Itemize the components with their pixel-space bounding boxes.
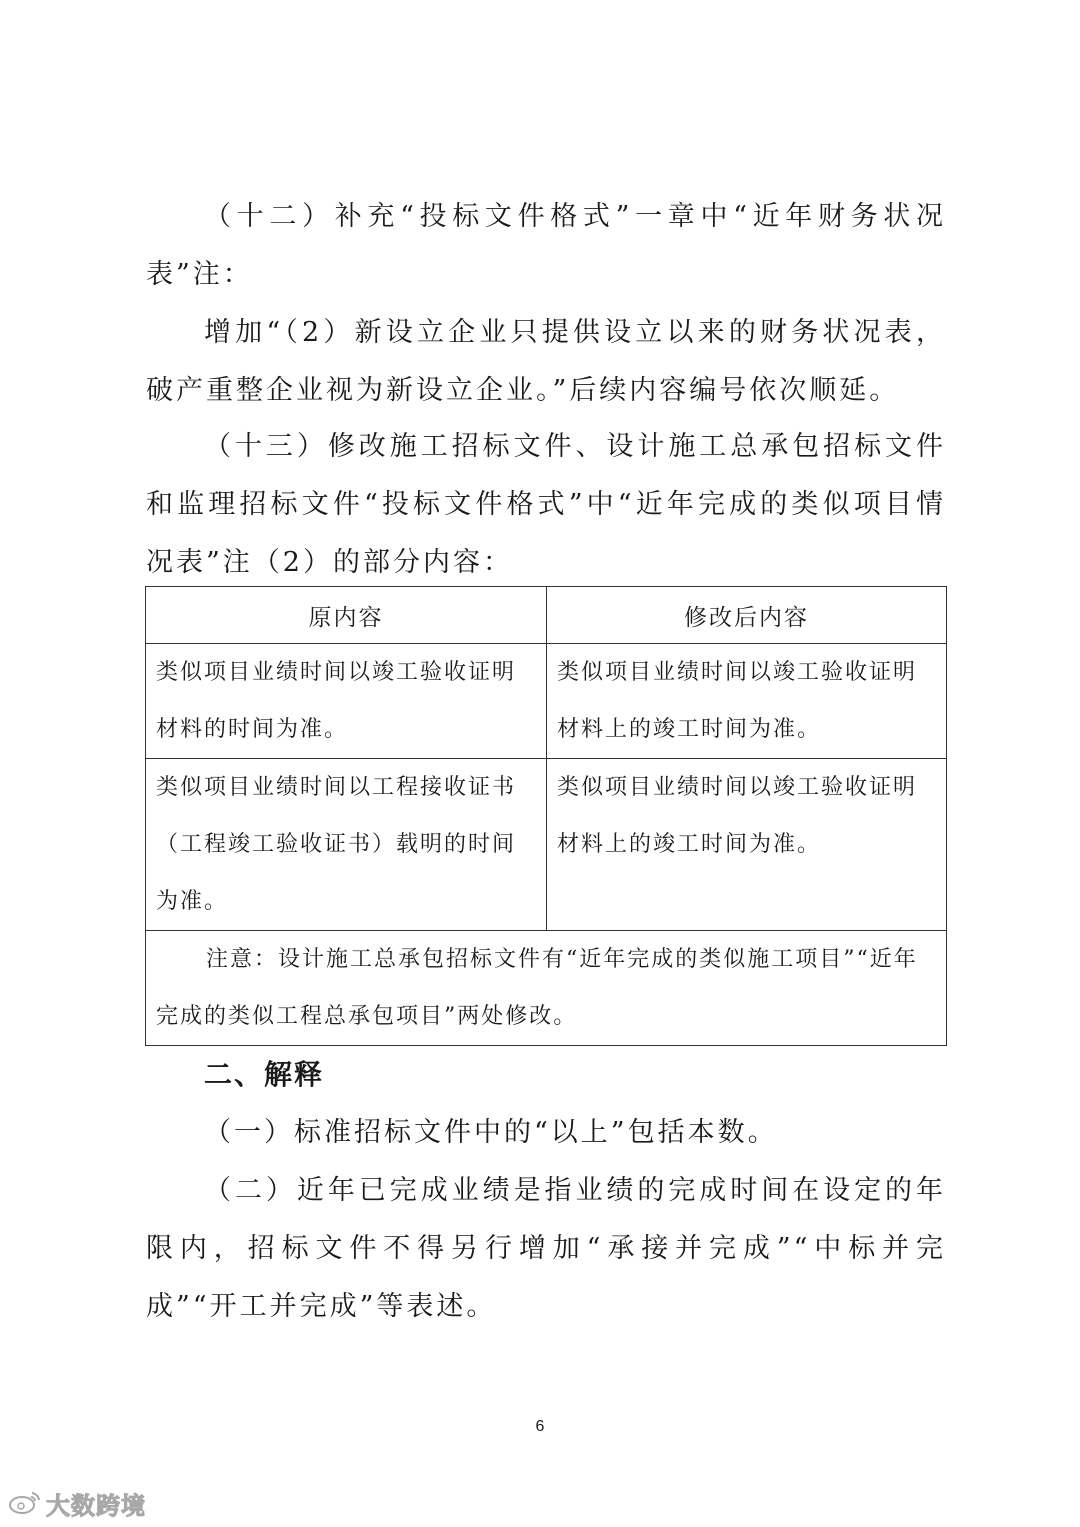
cell-original: 类似项目业绩时间以工程接收证书（工程竣工验收证书）载明的时间为准。 [146, 759, 547, 931]
table-header-row [146, 587, 947, 644]
revision-table [145, 586, 947, 1046]
cell-original: 类似项目业绩时间以竣工验收证明材料的时间为准。 [146, 644, 547, 759]
section-12-title: （十二）补充“投标文件格式”一章中“近年财务状况表”注： [146, 201, 946, 290]
section-12-body: 增加“（2）新设立企业只提供设立以来的财务状况表，破产重整企业视为新设立企业。”后续内容编号依次顺延。 [146, 317, 946, 406]
header-original: 原内容 [146, 587, 547, 644]
section-2-item-2: （二）近年已完成业绩是指业绩的完成时间在设定的年限内，招标文件不得另行增加“承接并完成”“中标并完成”“开工并完成”等表述。 [146, 1175, 946, 1322]
table-row [146, 644, 947, 759]
table-note: 注意：设计施工总承包招标文件有“近年完成的类似施工项目”“近年完成的类似工程总承包项目”两处修改。 [146, 931, 947, 1046]
weibo-logo-icon [8, 1489, 42, 1519]
section-2-heading: 二、解释 [204, 1058, 325, 1091]
section-2-item-1: （一）标准招标文件中的“以上”包括本数。 [204, 1117, 778, 1148]
table-note-row [146, 931, 947, 1046]
section-13-intro: （十三）修改施工招标文件、设计施工总承包招标文件和监理招标文件“投标文件格式”中“近年完成的类似项目情况表”注（2）的部分内容： [146, 431, 946, 578]
table-row [146, 759, 947, 931]
cell-revised: 类似项目业绩时间以竣工验收证明材料上的竣工时间为准。 [547, 759, 947, 931]
watermark-text: 大数跨境 [46, 1492, 146, 1520]
header-revised: 修改后内容 [547, 587, 947, 644]
cell-revised: 类似项目业绩时间以竣工验收证明材料上的竣工时间为准。 [547, 644, 947, 759]
page-number: 6 [535, 1418, 545, 1435]
watermark [8, 1486, 146, 1521]
